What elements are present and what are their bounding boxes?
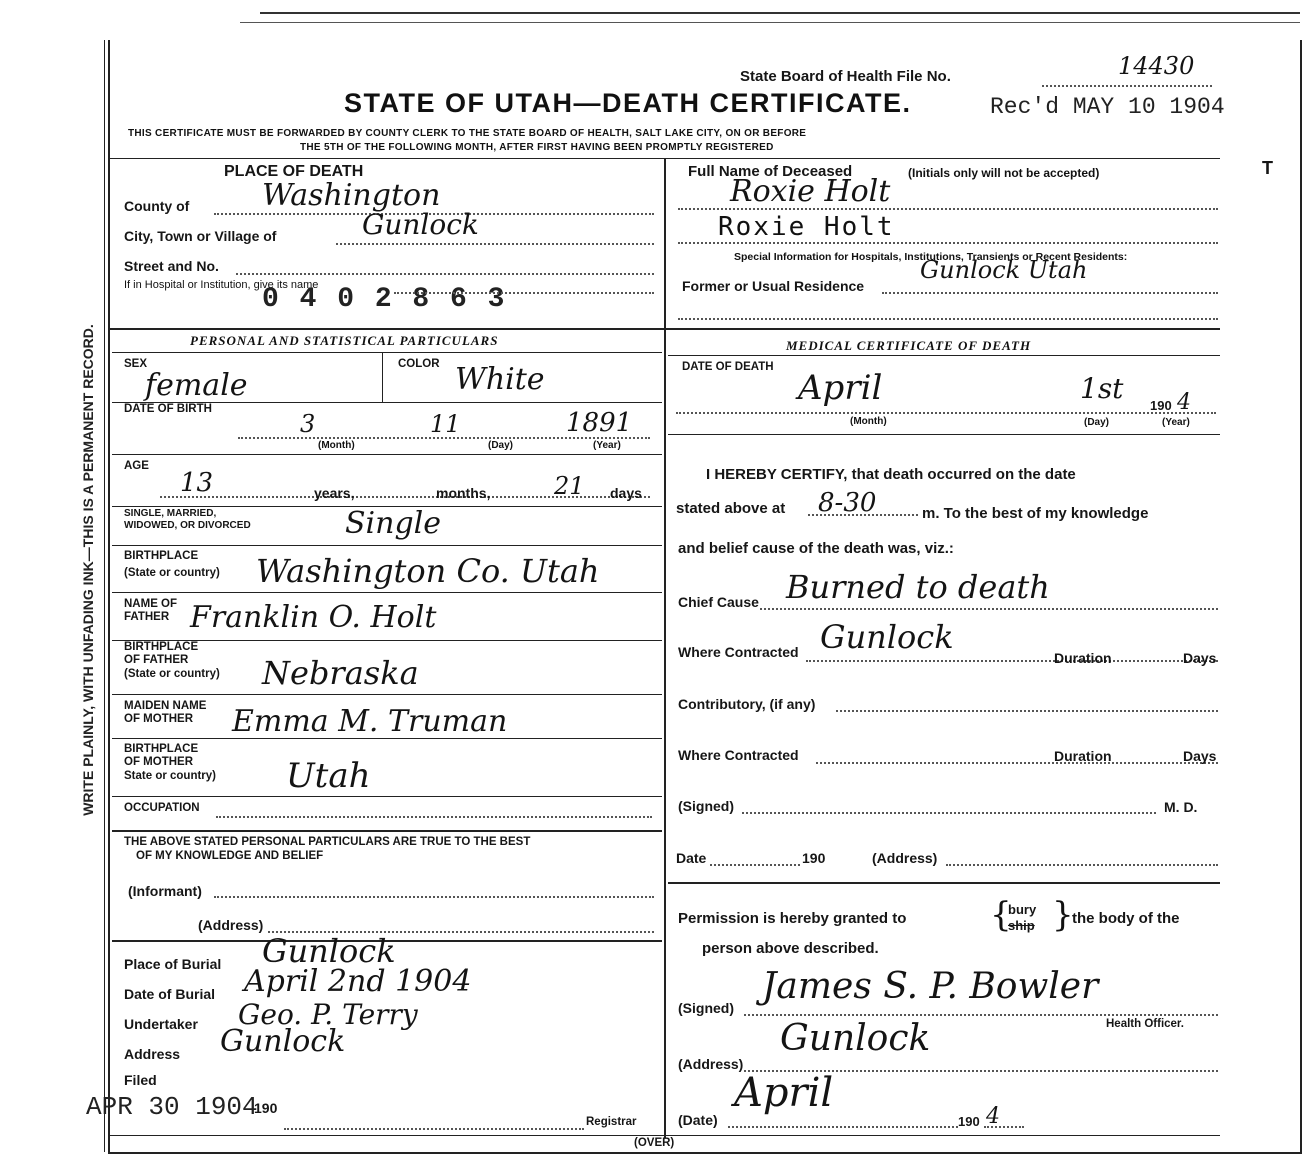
health-officer-date-line <box>728 1126 958 1128</box>
health-officer-year-prefix: 190 <box>958 1114 980 1129</box>
undertaker-value: Geo. P. Terry <box>238 998 418 1031</box>
deceased-name-label: Full Name of Deceased <box>688 163 853 180</box>
health-officer-label: Health Officer. <box>1106 1018 1184 1030</box>
birthplace-label: BIRTHPLACE <box>124 550 199 562</box>
row-rule-10 <box>112 830 662 832</box>
residence-line <box>882 292 1218 294</box>
chief-cause-line <box>760 608 1218 610</box>
certify-line-2b: m. To the best of my knowledge <box>922 505 1149 522</box>
row-rule-8 <box>112 738 662 739</box>
birthplace-state-label: (State or country) <box>124 567 220 579</box>
md-address-line <box>946 864 1218 866</box>
bp-mother-value: Utah <box>286 756 371 796</box>
bp-mother-label-1: BIRTHPLACE <box>124 743 199 755</box>
age-years: 13 <box>180 468 214 498</box>
marital-label-2: WIDOWED, OR DIVORCED <box>124 520 251 531</box>
burial-date-label: Date of Burial <box>124 986 216 1002</box>
county-label: County of <box>124 198 190 214</box>
color-value: White <box>455 362 545 397</box>
permission-bury: bury <box>1008 902 1037 917</box>
md-date-year: 190 <box>802 850 826 866</box>
frame-top <box>260 12 1300 14</box>
bottom-rule <box>108 1135 1220 1136</box>
bp-mother-label-3: State or country) <box>124 770 217 782</box>
days-label: Days <box>1183 650 1217 666</box>
file-no-label: State Board of Health File No. <box>740 68 951 85</box>
edge-mark: T <box>1262 158 1273 178</box>
occupation-line <box>216 816 652 818</box>
row-rule-9 <box>112 796 662 797</box>
residence-label: Former or Usual Residence <box>682 278 865 294</box>
dob-day: 11 <box>430 410 461 438</box>
attest-line-2: OF MY KNOWLEDGE AND BELIEF <box>136 850 324 862</box>
marital-label-1: SINGLE, MARRIED, <box>124 508 217 519</box>
health-officer-address-label: (Address) <box>678 1056 744 1072</box>
permission-brace-close: } <box>1052 895 1074 935</box>
received-stamp: Rec'd MAY 10 1904 <box>990 94 1225 120</box>
file-no-value: 14430 <box>1118 52 1195 80</box>
medical-heading-rule <box>668 355 1220 356</box>
health-officer-signed-line <box>744 1014 1218 1016</box>
date-of-death-line <box>676 412 1216 414</box>
deceased-name-note: (Initials only will not be accepted) <box>908 166 1100 180</box>
filed-suffix: 190 <box>254 1100 278 1116</box>
md-signed-line <box>742 812 1156 814</box>
where-contracted-2-label: Where Contracted <box>678 747 799 763</box>
bp-father-label-3: (State or country) <box>124 668 220 680</box>
md-address-label: (Address) <box>872 850 938 866</box>
date-of-death-label: DATE OF DEATH <box>682 361 774 373</box>
instruction-line-1: THIS CERTIFICATE MUST BE FORWARDED BY COUNTY CLERK TO THE STATE BOARD OF HEALTH, SALT LAKE CITY, ON OR BEFORE <box>128 128 807 139</box>
where-contracted-line <box>806 660 1218 662</box>
marital-value: Single <box>345 506 442 541</box>
dob-month-caption: (Month) <box>318 440 355 451</box>
filed-line <box>284 1128 584 1130</box>
where-contracted-label: Where Contracted <box>678 644 799 660</box>
medical-heading: MEDICAL CERTIFICATE OF DEATH <box>786 338 1032 353</box>
age-years-caption: years, <box>314 485 355 501</box>
health-officer-signature: James S. P. Bowler <box>762 966 1099 1007</box>
md-label: M. D. <box>1164 799 1198 815</box>
death-day: 1st <box>1080 372 1124 405</box>
chief-cause-value: Burned to death <box>786 568 1050 606</box>
row-rule-7 <box>112 694 662 695</box>
section-rule <box>108 328 1220 330</box>
sex-label: SEX <box>124 358 148 370</box>
burial-place-label: Place of Burial <box>124 956 222 972</box>
death-month-caption: (Month) <box>850 416 887 427</box>
street-line <box>236 273 654 275</box>
burial-address-value: Gunlock <box>220 1024 346 1059</box>
health-officer-year-line <box>984 1126 1024 1128</box>
health-officer-address-value: Gunlock <box>780 1018 931 1059</box>
md-signed-label: (Signed) <box>678 798 734 814</box>
attest-line-1: THE ABOVE STATED PERSONAL PARTICULARS ARE TRUE TO THE BEST <box>124 836 531 848</box>
death-year-caption: (Year) <box>1162 417 1190 428</box>
medical-rule-2 <box>668 882 1220 884</box>
frame-left-inner <box>104 40 105 1152</box>
father-value: Franklin O. Holt <box>190 600 437 635</box>
sidebar-permanent-record: WRITE PLAINLY, WITH UNFADING INK—THIS IS A PERMANENT RECORD. <box>80 324 96 816</box>
sidebar-note <box>0 50 65 1170</box>
city-label: City, Town or Village of <box>124 228 277 244</box>
mother-value: Emma M. Truman <box>232 704 508 739</box>
death-month: April <box>798 368 883 408</box>
informant-label: (Informant) <box>128 883 202 899</box>
mother-label-1: MAIDEN NAME <box>124 700 207 712</box>
age-months-caption: months, <box>436 485 491 501</box>
bp-mother-label-2: OF MOTHER <box>124 756 193 768</box>
filed-stamp: APR 30 1904 <box>86 1092 258 1122</box>
registrar-label: Registrar <box>586 1116 637 1128</box>
burial-place-value: Gunlock <box>262 932 396 970</box>
county-value: Washington <box>262 178 441 213</box>
chief-cause-label: Chief Cause <box>678 594 759 610</box>
where-contracted-2-line <box>816 762 1218 764</box>
father-label-2: FATHER <box>124 611 170 623</box>
special-info-label: Special Information for Hospitals, Institutions, Transients or Recent Residents: <box>734 251 1128 263</box>
row-rule-5 <box>112 592 662 593</box>
instruction-line-2: THE 5TH OF THE FOLLOWING MONTH, AFTER FIRST HAVING BEEN PROMPTLY REGISTERED <box>300 142 774 153</box>
file-no-line <box>1042 85 1212 87</box>
occupation-label: OCCUPATION <box>124 802 200 814</box>
father-label-1: NAME OF <box>124 598 178 610</box>
where-contracted-value: Gunlock <box>820 618 954 656</box>
certify-line-1: I HEREBY CERTIFY, that death occurred on the date <box>706 466 1076 483</box>
days-2-label: Days <box>1183 748 1217 764</box>
permission-ship: ship <box>1008 918 1035 933</box>
dob-year: 1891 <box>566 408 633 438</box>
informant-line <box>214 896 654 898</box>
contributory-line <box>836 710 1218 712</box>
mother-label-2: OF MOTHER <box>124 713 193 725</box>
undertaker-label: Undertaker <box>124 1016 198 1032</box>
time-value: 8-30 <box>818 488 877 518</box>
md-date-label: Date <box>676 850 707 866</box>
street-label: Street and No. <box>124 258 219 274</box>
bp-father-value: Nebraska <box>262 654 419 692</box>
duration-label: Duration <box>1054 650 1112 666</box>
personal-heading-rule <box>112 352 662 353</box>
hospital-line <box>394 292 654 294</box>
row-rule-2 <box>112 454 662 455</box>
city-value: Gunlock <box>362 208 479 241</box>
row-rule-4 <box>112 545 662 546</box>
age-label: AGE <box>124 460 149 472</box>
permission-text-2: the body of the <box>1072 910 1180 927</box>
residence-value: Gunlock Utah <box>920 256 1088 284</box>
city-line <box>336 243 654 245</box>
death-day-caption: (Day) <box>1084 417 1110 428</box>
informant-address-label: (Address) <box>198 917 264 933</box>
duration-2-label: Duration <box>1054 748 1112 764</box>
medical-rule-1 <box>668 434 1220 435</box>
death-year-value: 4 <box>1177 390 1191 415</box>
residence-line-2 <box>678 318 1218 320</box>
certificate-title: STATE OF UTAH—DEATH CERTIFICATE. <box>344 88 912 118</box>
contributory-label: Contributory, (if any) <box>678 696 816 712</box>
age-days: 21 <box>554 472 585 500</box>
health-officer-year-value: 4 <box>986 1104 1000 1129</box>
permission-text-3: person above described. <box>702 940 879 957</box>
color-label: COLOR <box>398 358 440 370</box>
deceased-name-typed: Roxie Holt <box>718 212 895 242</box>
certificate-number: 0 4 0 2 8 6 3 <box>262 284 507 315</box>
birthplace-value: Washington Co. Utah <box>256 552 600 590</box>
deceased-name-line-2 <box>678 242 1218 244</box>
certify-line-3: and belief cause of the death was, viz.: <box>678 540 954 557</box>
filed-label: Filed <box>124 1072 157 1088</box>
permission-brace: { <box>990 895 1012 935</box>
md-date-line <box>710 864 800 866</box>
burial-address-label: Address <box>124 1046 181 1062</box>
death-year-prefix: 190 <box>1150 398 1172 413</box>
health-officer-date-value: April <box>734 1070 834 1116</box>
burial-date-value: April 2nd 1904 <box>244 964 472 999</box>
health-officer-signed-label: (Signed) <box>678 1000 734 1016</box>
dob-year-caption: (Year) <box>593 440 621 451</box>
dob-month: 3 <box>300 410 316 438</box>
sex-color-divider <box>382 352 383 402</box>
deceased-name-value: Roxie Holt <box>730 174 891 209</box>
center-divider <box>664 158 666 1138</box>
bp-father-label-2: OF FATHER <box>124 654 189 666</box>
dob-day-caption: (Day) <box>488 440 514 451</box>
place-of-death-heading: PLACE OF DEATH <box>224 163 364 180</box>
hospital-label: If in Hospital or Institution, give its name <box>124 279 319 291</box>
certify-line-2a: stated above at <box>676 500 786 517</box>
permission-text-1: Permission is hereby granted to <box>678 910 907 927</box>
frame-top-2 <box>240 22 1300 23</box>
over-label: (OVER) <box>634 1137 675 1149</box>
dob-label: DATE OF BIRTH <box>124 403 212 415</box>
health-officer-date-label: (Date) <box>678 1112 718 1128</box>
personal-heading: PERSONAL AND STATISTICAL PARTICULARS <box>190 333 499 348</box>
bp-father-label-1: BIRTHPLACE <box>124 641 199 653</box>
age-days-caption: days <box>610 485 642 501</box>
sex-value: female <box>145 368 248 403</box>
